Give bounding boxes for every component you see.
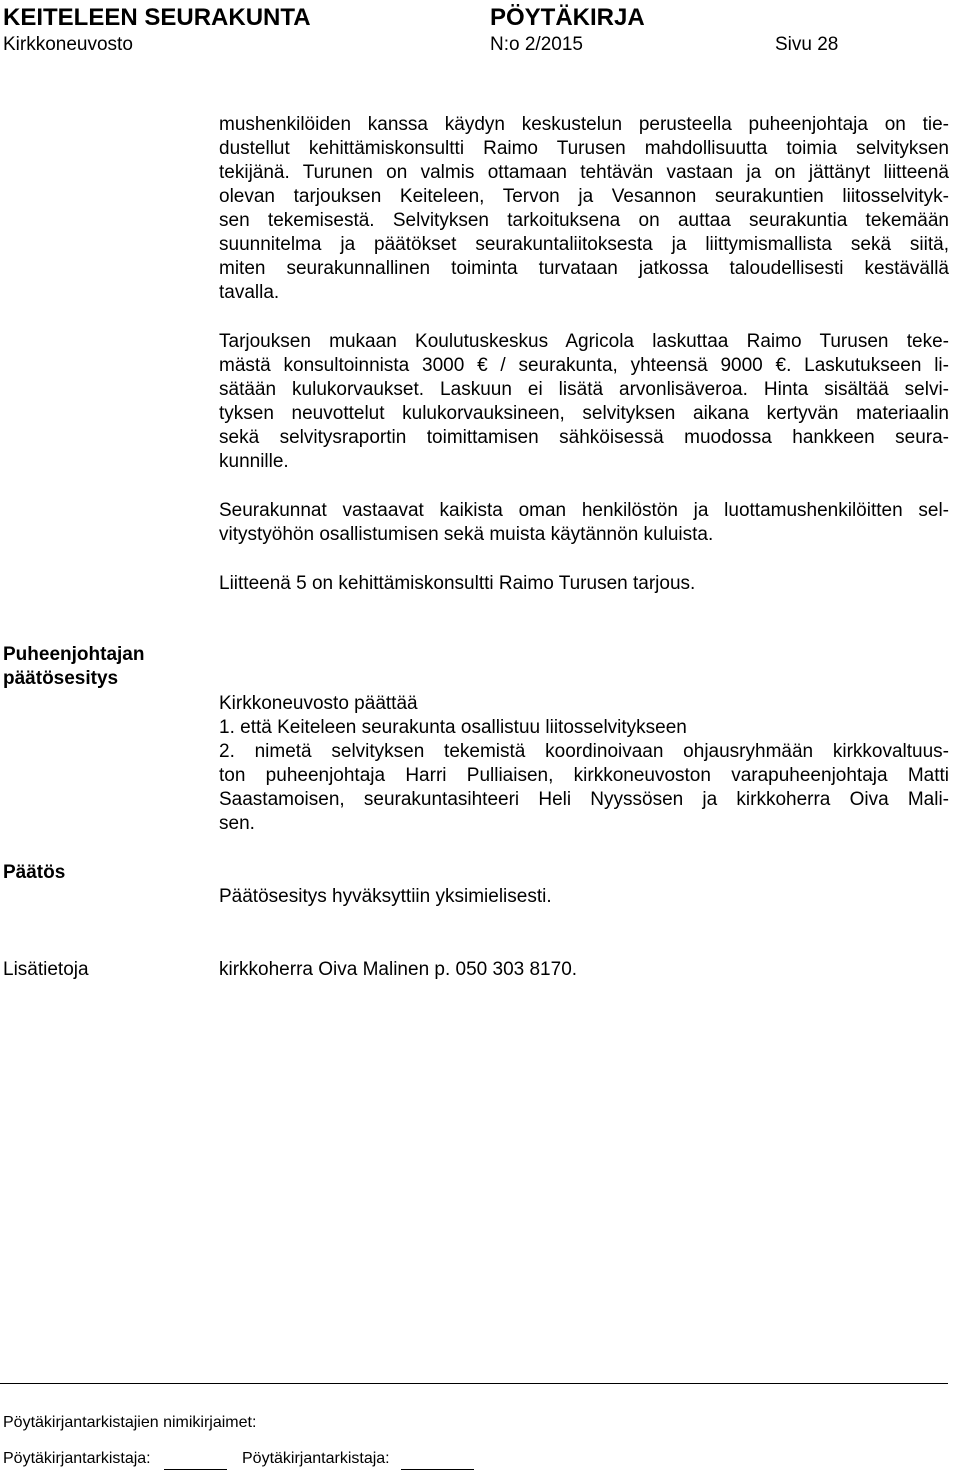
document-number: N:o 2/2015	[490, 34, 583, 55]
checker-2-signature-line	[401, 1469, 474, 1470]
document-type: PÖYTÄKIRJA	[490, 4, 645, 31]
decision-text: Päätösesitys hyväksyttiin yksimielisesti.	[219, 886, 552, 907]
text-line: sekä selvitysraportin toimittamisen sähköisessä muodossa hankkeen seura-	[219, 427, 949, 448]
text-line: miten seurakunnallinen toiminta turvataan jatkossa taloudellisesti kestävällä	[219, 258, 949, 279]
text-line: Tarjouksen mukaan Koulutuskeskus Agricola laskuttaa Raimo Turusen teke-	[219, 331, 949, 352]
decision-label: Päätös	[3, 862, 66, 883]
text-line: suunnitelma ja päätökset seurakuntaliitoksesta ja liittymismallista sekä siitä,	[219, 234, 949, 255]
text-line: sen tekemisestä. Selvityksen tarkoituksena on auttaa seurakuntia tekemään	[219, 210, 949, 231]
checker-1-signature-line	[164, 1469, 227, 1470]
text-line: kunnille.	[219, 451, 289, 472]
org-name: KEITELEEN SEURAKUNTA	[3, 4, 311, 31]
text-line: mästä konsultoinnista 3000 € / seurakunta, yhteensä 9000 €. Laskutukseen li-	[219, 355, 949, 376]
text-line: tavalla.	[219, 282, 280, 303]
text-line: tekijänä. Turunen on valmis ottamaan tehtävän vastaan ja on jättänyt liitteenä	[219, 162, 949, 183]
text-line: sen.	[219, 813, 255, 834]
proposal-label-2: päätösesitys	[3, 668, 119, 689]
text-line: dustellut kehittämiskonsultti Raimo Turusen mahdollisuutta toimia selvityksen	[219, 138, 949, 159]
attachment-note: Liitteenä 5 on kehittämiskonsultti Raimo Turusen tarjous.	[219, 573, 696, 594]
footer-divider	[0, 1383, 948, 1384]
text-line: ton puheenjohtaja Harri Pulliaisen, kirkkoneuvoston varapuheenjohtaja Matti	[219, 765, 949, 786]
checker-2-label: Pöytäkirjantarkistaja:	[242, 1450, 390, 1467]
meeting-body: Kirkkoneuvosto	[3, 34, 133, 55]
text-line: sätään kulukorvaukset. Laskuun ei lisätä arvonlisäveroa. Hinta sisältää selvi-	[219, 379, 949, 400]
text-line: vitystyöhön osallistumisen sekä muista käytännön kuluista.	[219, 524, 714, 545]
text-line: 2. nimetä selvityksen tekemistä koordinoivaan ohjausryhmään kirkkovaltuus-	[219, 741, 949, 762]
proposal-label: Puheenjohtajan	[3, 644, 145, 665]
text-line: olevan tarjouksen Keiteleen, Tervon ja Vesannon seurakuntien liitosselvityk-	[219, 186, 949, 207]
text-line: Kirkkoneuvosto päättää	[219, 693, 418, 714]
checker-1-label: Pöytäkirjantarkistaja:	[3, 1450, 151, 1467]
info-text: kirkkoherra Oiva Malinen p. 050 303 8170.	[219, 959, 578, 980]
text-line: mushenkilöiden kanssa käydyn keskustelun perusteella puheenjohtaja on tie-	[219, 114, 949, 135]
page-number: Sivu 28	[775, 34, 839, 55]
initials-label: Pöytäkirjantarkistajien nimikirjaimet:	[3, 1414, 257, 1431]
info-label: Lisätietoja	[3, 959, 89, 980]
text-line: 1. että Keiteleen seurakunta osallistuu liitosselvitykseen	[219, 717, 687, 738]
text-line: Saastamoisen, seurakuntasihteeri Heli Nyyssösen ja kirkkoherra Oiva Mali-	[219, 789, 949, 810]
text-line: tyksen neuvottelut kulukorvauksineen, selvityksen aikana kertyvän materiaalin	[219, 403, 949, 424]
text-line: Seurakunnat vastaavat kaikista oman henkilöstön ja luottamushenkilöitten sel-	[219, 500, 949, 521]
